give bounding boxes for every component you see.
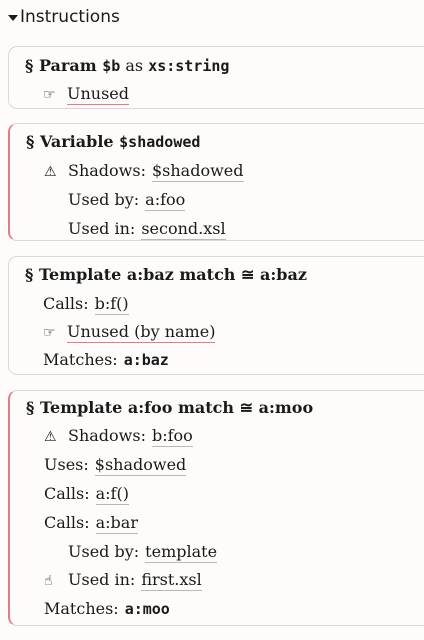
- unused-row: [43, 84, 129, 105]
- matches-row: Matches: a:moo: [44, 599, 170, 618]
- matches-value: a:moo: [124, 600, 170, 618]
- shadowed-link[interactable]: $shadowed: [151, 161, 244, 180]
- used-by-link[interactable]: a:foo: [145, 190, 186, 209]
- param-card: [8, 46, 424, 109]
- shadows-row: ⚠ Shadows: $shadowed: [44, 161, 244, 180]
- unused-row: [43, 322, 215, 343]
- disclosure-triangle-icon[interactable]: [8, 15, 18, 21]
- pointing-hand-icon: ☞: [43, 325, 56, 341]
- shadows-row: ⚠ Shadows: b:foo: [44, 426, 193, 445]
- calls-link[interactable]: a:f(): [95, 484, 129, 503]
- unused-by-name-link[interactable]: Unused (by name): [67, 322, 216, 341]
- card-title: § Template a:foo match ≅ a:moo: [26, 398, 314, 417]
- matches-row: Matches: a:baz: [43, 350, 169, 369]
- used-in-row: ☝ Used in: first.xsl: [44, 570, 202, 589]
- template-baz-card: [8, 256, 424, 375]
- variable-card: [8, 123, 424, 241]
- unused-link[interactable]: Unused: [67, 84, 130, 103]
- template-foo-card: [8, 390, 424, 626]
- shadows-link[interactable]: b:foo: [151, 426, 193, 445]
- used-in-link[interactable]: second.xsl: [141, 219, 226, 238]
- used-by-link[interactable]: template: [145, 542, 218, 561]
- calls-link[interactable]: a:bar: [95, 513, 138, 532]
- calls-row: Calls: b:f(): [43, 294, 129, 313]
- calls-link[interactable]: b:f(): [94, 294, 129, 313]
- calls-row: Calls: a:f(): [44, 484, 129, 503]
- used-in-link[interactable]: first.xsl: [141, 570, 202, 589]
- pointing-hand-icon: ☞: [43, 87, 56, 103]
- used-by-row: Used by: template: [68, 542, 218, 561]
- pointing-finger-icon: ☝: [44, 573, 53, 589]
- uses-row: Uses: $shadowed: [44, 455, 187, 474]
- used-in-row: Used in: second.xsl: [68, 219, 226, 238]
- card-title: § Variable $shadowed: [26, 132, 201, 151]
- used-by-row: Used by: a:foo: [68, 190, 186, 209]
- matches-value: a:baz: [123, 351, 169, 369]
- warning-icon: ⚠: [44, 164, 57, 180]
- warning-icon: ⚠: [44, 429, 57, 445]
- instructions-header[interactable]: [8, 7, 120, 27]
- calls-row: Calls: a:bar: [44, 513, 138, 532]
- card-title: § Param $b as xs:string: [25, 56, 230, 75]
- uses-link[interactable]: $shadowed: [94, 455, 187, 474]
- card-title: § Template a:baz match ≅ a:baz: [25, 265, 307, 284]
- section-title: Instructions: [20, 7, 120, 27]
